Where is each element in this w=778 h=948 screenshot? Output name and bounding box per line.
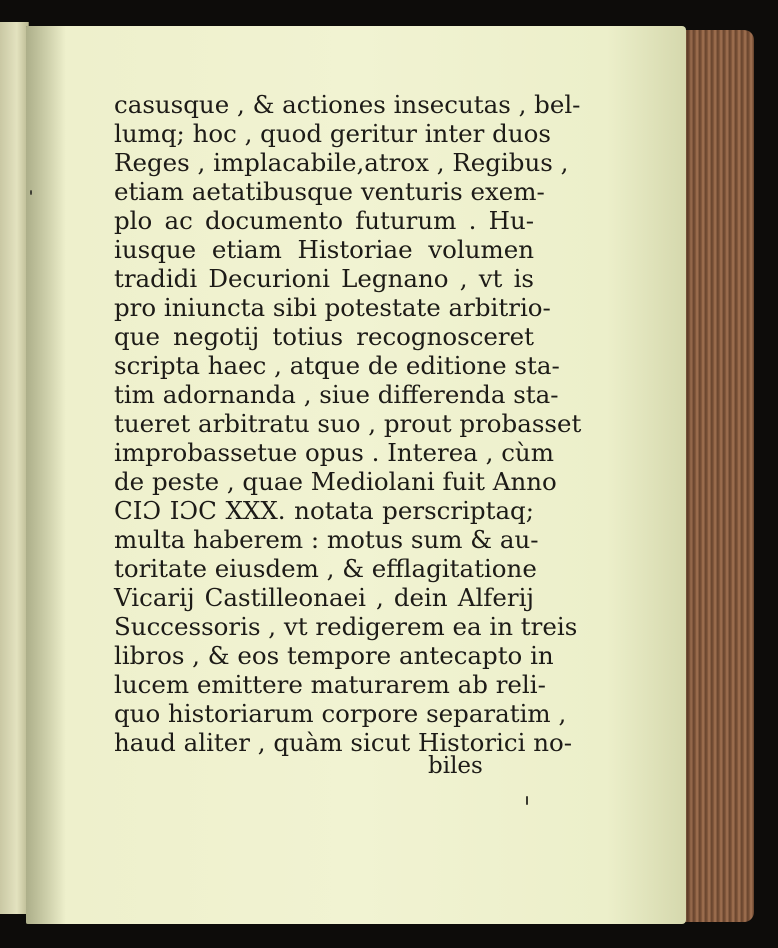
text-line-11: tim adornanda , siue differenda sta- [114,380,559,409]
paper-speck [30,190,32,195]
text-line-18: Vicarij Castilleonaei , dein Alferij [114,583,534,612]
text-line-2: lumq; hoc , quod geritur inter duos [114,119,551,148]
text-line-10: scripta haec , atque de editione sta- [114,351,560,380]
text-line-17: toritate eiusdem , & efflagitatione [114,554,537,583]
text-line-19: Successoris , vt redigerem ea in treis [114,612,578,641]
text-line-22: quo historiarum corpore separatim , [114,699,567,728]
gutter-shadow [26,26,66,924]
text-line-6: iusque etiam Historiae volumen [114,235,534,264]
text-line-4: etiam aetatibusque venturis exem- [114,177,545,206]
text-line-15: CIƆ IƆC XXX. notata perscriptaq; [114,496,534,525]
text-line-8: pro iniuncta sibi potestate arbitrio- [114,293,551,322]
text-line-7: tradidi Decurioni Legnano , vt is [114,264,534,293]
text-line-21: lucem emittere maturarem ab reli- [114,670,546,699]
catchword: biles [428,753,483,779]
text-line-20: libros , & eos tempore antecapto in [114,641,554,670]
text-line-23: haud aliter , quàm sicut Historici no- [114,728,573,757]
text-line-12: tueret arbitratu suo , prout probasset [114,409,582,438]
text-line-1: casusque , & actiones insecutas , bel- [114,90,581,119]
page-text [114,90,582,757]
text-line-14: de peste , quae Mediolani fuit Anno [114,467,557,496]
facing-page-edge [0,22,29,914]
paper-speck [526,796,528,805]
text-line-13: improbassetue opus . Interea , cùm [114,438,554,467]
text-line-5: plo ac documento futurum . Hu- [114,206,534,235]
text-line-16: multa haberem : motus sum & au- [114,525,539,554]
text-line-9: que negotij totius recognosceret [114,322,534,351]
text-line-3: Reges , implacabile,atrox , Regibus , [114,148,569,177]
